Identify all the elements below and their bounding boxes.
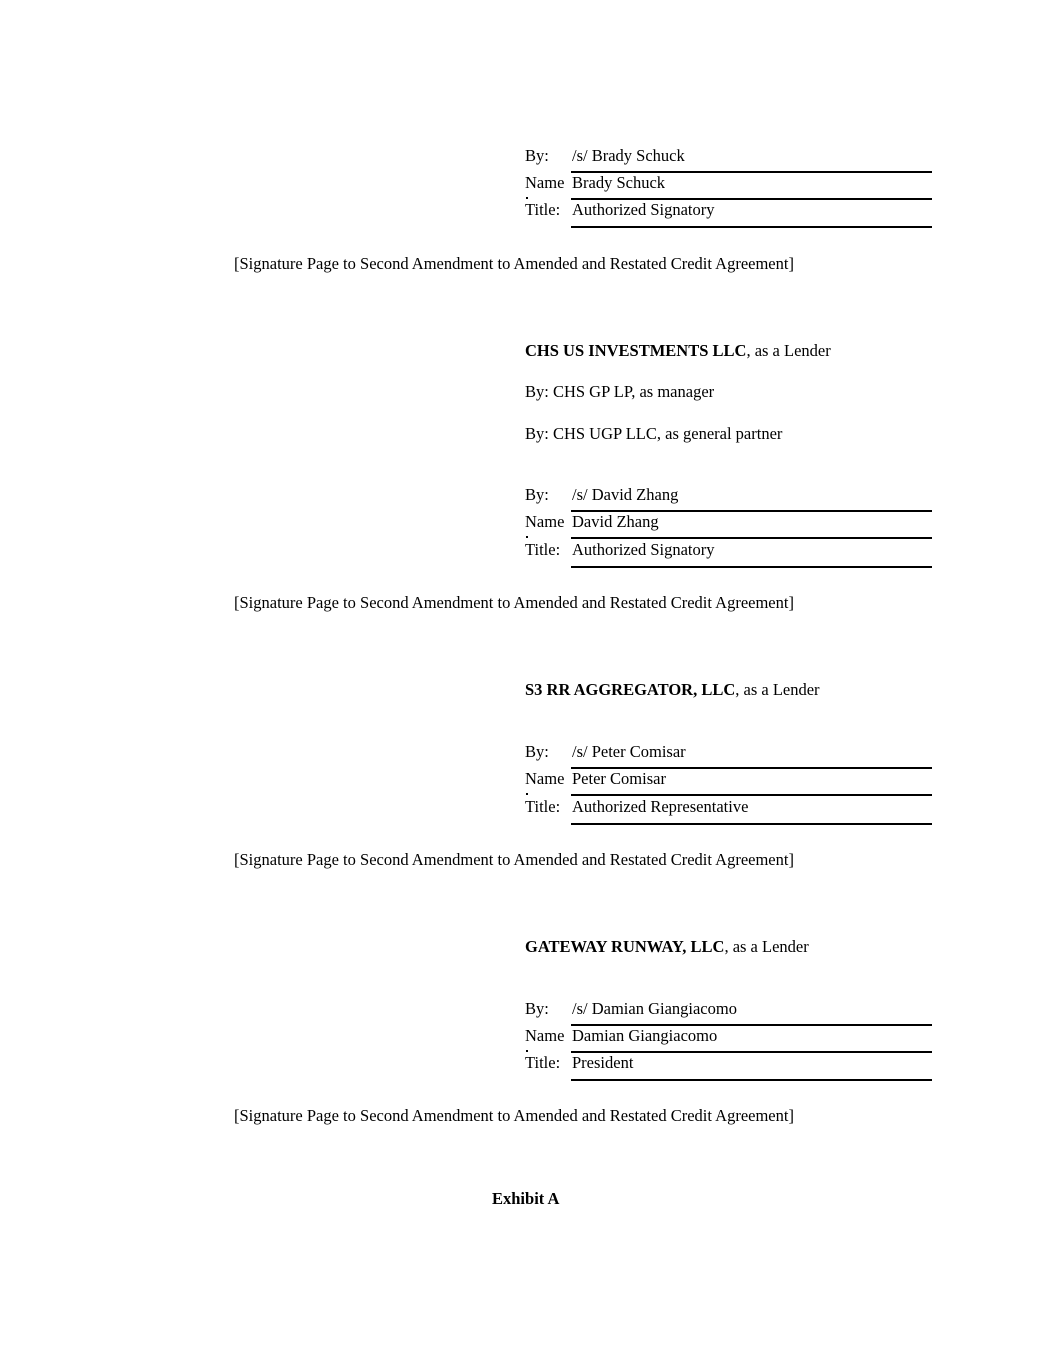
lender-role: , as a Lender: [724, 937, 809, 956]
signature-page-caption: [Signature Page to Second Amendment to Amended and Restated Credit Agreement]: [234, 254, 794, 273]
name-label: Name: [525, 512, 565, 531]
signature-value: /s/ Damian Giangiacomo: [572, 999, 737, 1018]
title-line: [571, 1079, 932, 1081]
name-value: Brady Schuck: [572, 173, 666, 192]
name-label: Name: [525, 173, 565, 192]
signature-value: /s/ Peter Comisar: [572, 742, 686, 761]
title-label: Title:: [525, 540, 561, 559]
name-line: [571, 794, 932, 796]
by-general-partner-line: By: CHS UGP LLC, as general partner: [525, 424, 783, 443]
title-value: Authorized Signatory: [572, 540, 715, 559]
exhibit-heading: Exhibit A: [492, 1189, 560, 1208]
title-value: President: [572, 1053, 634, 1072]
title-label: Title:: [525, 200, 561, 219]
by-label: By:: [525, 999, 549, 1018]
signature-value: /s/ David Zhang: [572, 485, 679, 504]
name-line: [571, 537, 932, 539]
title-line: [571, 823, 932, 825]
lender-heading: [525, 682, 820, 699]
lender-role: , as a Lender: [746, 341, 831, 360]
title-label: Title:: [525, 797, 561, 816]
stray-period: [526, 536, 528, 538]
by-label: By:: [525, 742, 549, 761]
by-manager-line: By: CHS GP LP, as manager: [525, 382, 715, 401]
signature-value: /s/ Brady Schuck: [572, 146, 685, 165]
lender-name: S3 RR AGGREGATOR, LLC: [525, 680, 736, 699]
signature-page-caption: [Signature Page to Second Amendment to Amended and Restated Credit Agreement]: [234, 593, 794, 612]
signature-page-caption: [Signature Page to Second Amendment to Amended and Restated Credit Agreement]: [234, 850, 794, 869]
lender-role: , as a Lender: [735, 680, 820, 699]
title-line: [571, 226, 932, 228]
lender-name: GATEWAY RUNWAY, LLC: [525, 937, 725, 956]
name-value: David Zhang: [572, 512, 659, 531]
stray-period: [526, 197, 528, 199]
title-label: Title:: [525, 1053, 561, 1072]
name-value: Damian Giangiacomo: [572, 1026, 718, 1045]
name-label: Name: [525, 769, 565, 788]
stray-period: [526, 793, 528, 795]
by-label: By:: [525, 146, 549, 165]
stray-period: [526, 1050, 528, 1052]
name-value: Peter Comisar: [572, 769, 666, 788]
title-line: [571, 566, 932, 568]
name-label: Name: [525, 1026, 565, 1045]
by-label: By:: [525, 485, 549, 504]
title-value: Authorized Representative: [572, 797, 749, 816]
lender-name: CHS US INVESTMENTS LLC: [525, 341, 747, 360]
signature-page-caption: [Signature Page to Second Amendment to Amended and Restated Credit Agreement]: [234, 1106, 794, 1125]
title-value: Authorized Signatory: [572, 200, 715, 219]
lender-heading: [525, 939, 809, 956]
lender-heading: [525, 343, 831, 360]
